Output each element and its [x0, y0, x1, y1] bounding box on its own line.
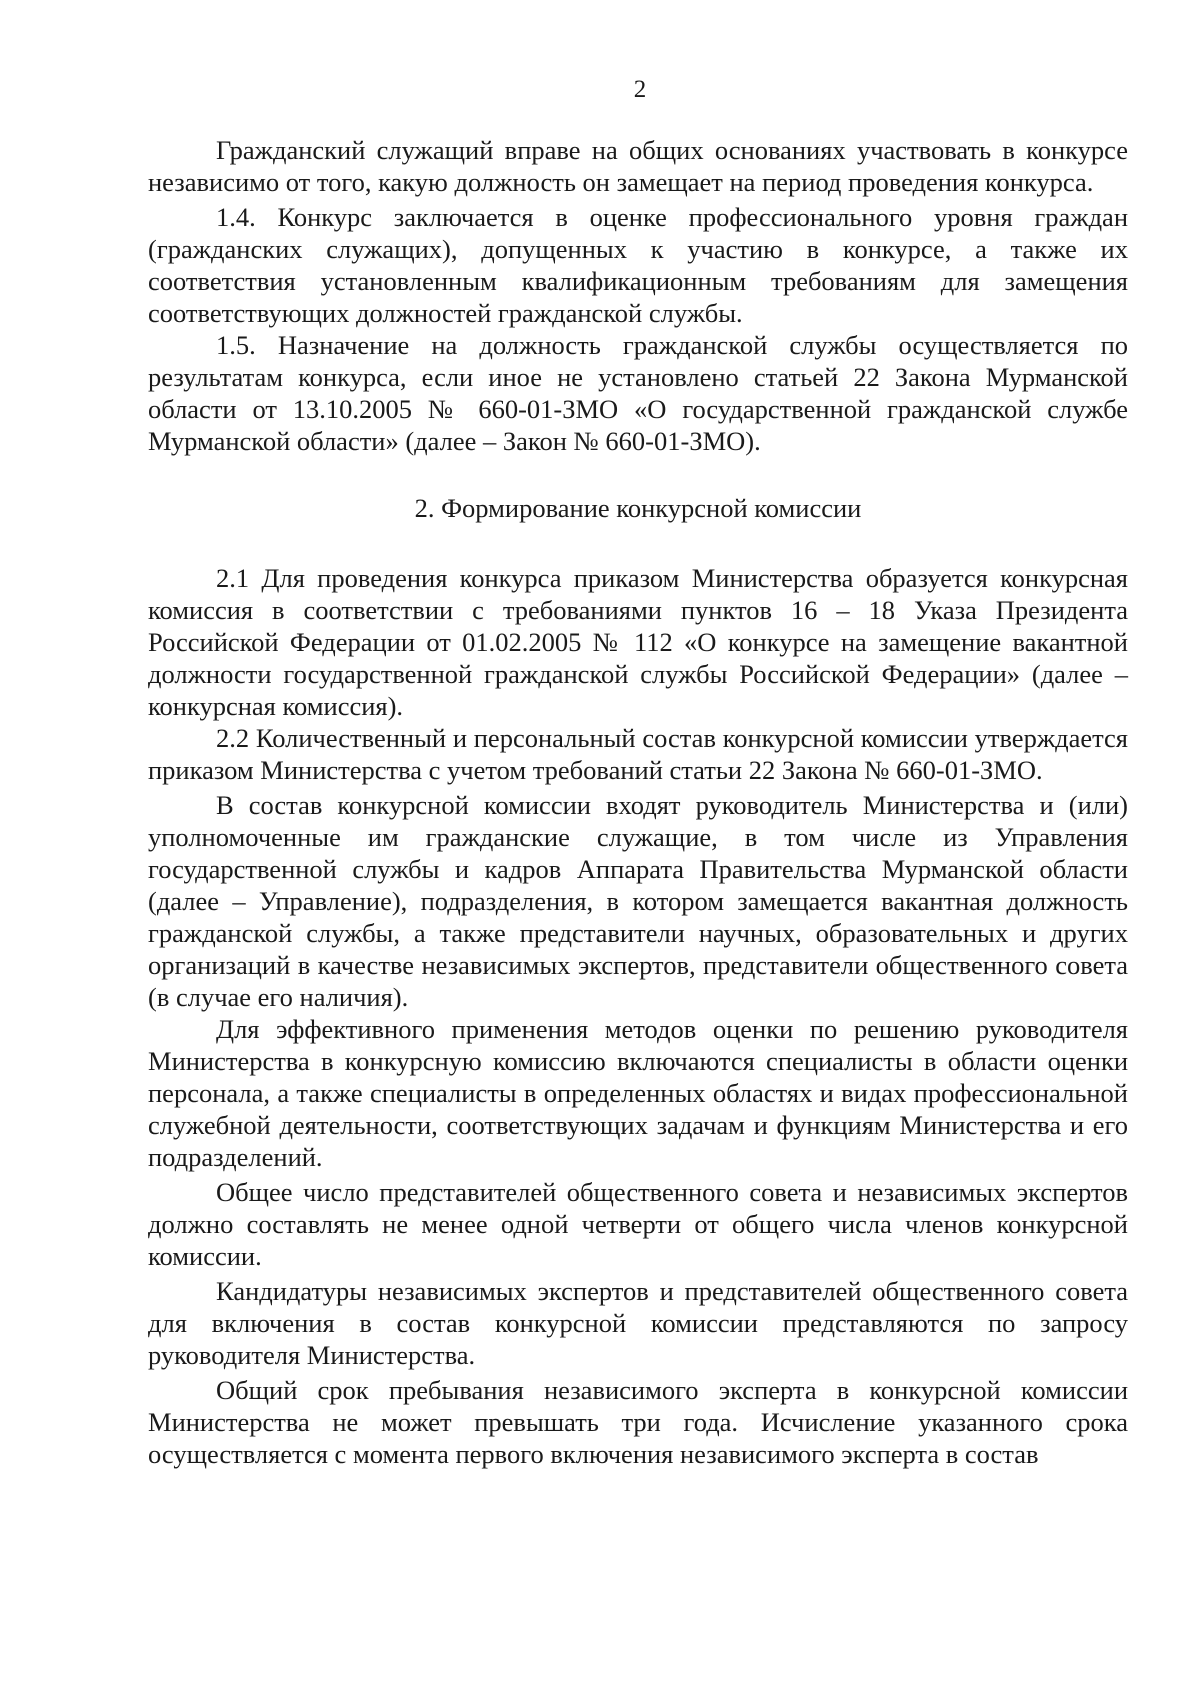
section-heading-2: 2. Формирование конкурсной комиссии	[414, 493, 862, 523]
paragraph-commission-composition: В состав конкурсной комиссии входят руководитель Министерства и (или) уполномоченные им гражданские служащие, в том числе из Управления государственной службы и кадров Аппарата Правительства Мурманской области (далее – Управление), подразделения, в котором замещается вакантная должность гражданской службы, а также представители научных, образовательных и других организаций в качестве независимых экспертов, представители общественного совета (в случае его наличия).	[148, 790, 1128, 1012]
paragraph-2-2: 2.2 Количественный и персональный состав конкурсной комиссии утверждается приказом Министерства с учетом требований статьи 22 Закона № 660-01-ЗМО.	[148, 723, 1128, 785]
paragraph-independent-experts-share: Общее число представителей общественного совета и независимых экспертов должно составлять не менее одной четверти от общего числа членов конкурсной комиссии.	[148, 1177, 1128, 1271]
paragraph-candidates-nomination: Кандидатуры независимых экспертов и представителей общественного совета для включения в состав конкурсной комиссии представляются по запросу руководителя Министерства.	[148, 1276, 1128, 1370]
paragraph-civil-servant-participation: Гражданский служащий вправе на общих основаниях участвовать в конкурсе независимо от того, какую должность он замещает на период проведения конкурса.	[148, 135, 1128, 197]
page-number: 2	[633, 76, 647, 103]
paragraph-1-4: 1.4. Конкурс заключается в оценке профессионального уровня граждан (гражданских служащих), допущенных к участию в конкурсе, а также их соответствия установленным квалификационным требованиям для замещения соответствующих должностей гражданской службы.	[148, 202, 1128, 328]
paragraph-expert-term: Общий срок пребывания независимого эксперта в конкурсной комиссии Министерства не может превышать три года. Исчисление указанного срока осуществляется с момента первого включения независимого эксперта в состав	[148, 1375, 1128, 1469]
paragraph-2-1: 2.1 Для проведения конкурса приказом Министерства образуется конкурсная комиссия в соответствии с требованиями пунктов 16 – 18 Указа Президента Российской Федерации от 01.02.2005 № 112 «О конкурсе на замещение вакантной должности государственной гражданской службы Российской Федерации» (далее – конкурсная комиссия).	[148, 563, 1128, 721]
paragraph-1-5: 1.5. Назначение на должность гражданской службы осуществляется по результатам конкурса, если иное не установлено статьей 22 Закона Мурманской области от 13.10.2005 № 660-01-ЗМО «О государственной гражданской службе Мурманской области» (далее – Закон № 660-01-ЗМО).	[148, 330, 1128, 456]
document-body	[148, 134, 1128, 1470]
paragraph-assessment-specialists: Для эффективного применения методов оценки по решению руководителя Министерства в конкурсную комиссию включаются специалисты в области оценки персонала, а также специалисты в определенных областях и видах профессиональной служебной деятельности, соответствующих задачам и функциям Министерства и его подразделений.	[148, 1014, 1128, 1172]
